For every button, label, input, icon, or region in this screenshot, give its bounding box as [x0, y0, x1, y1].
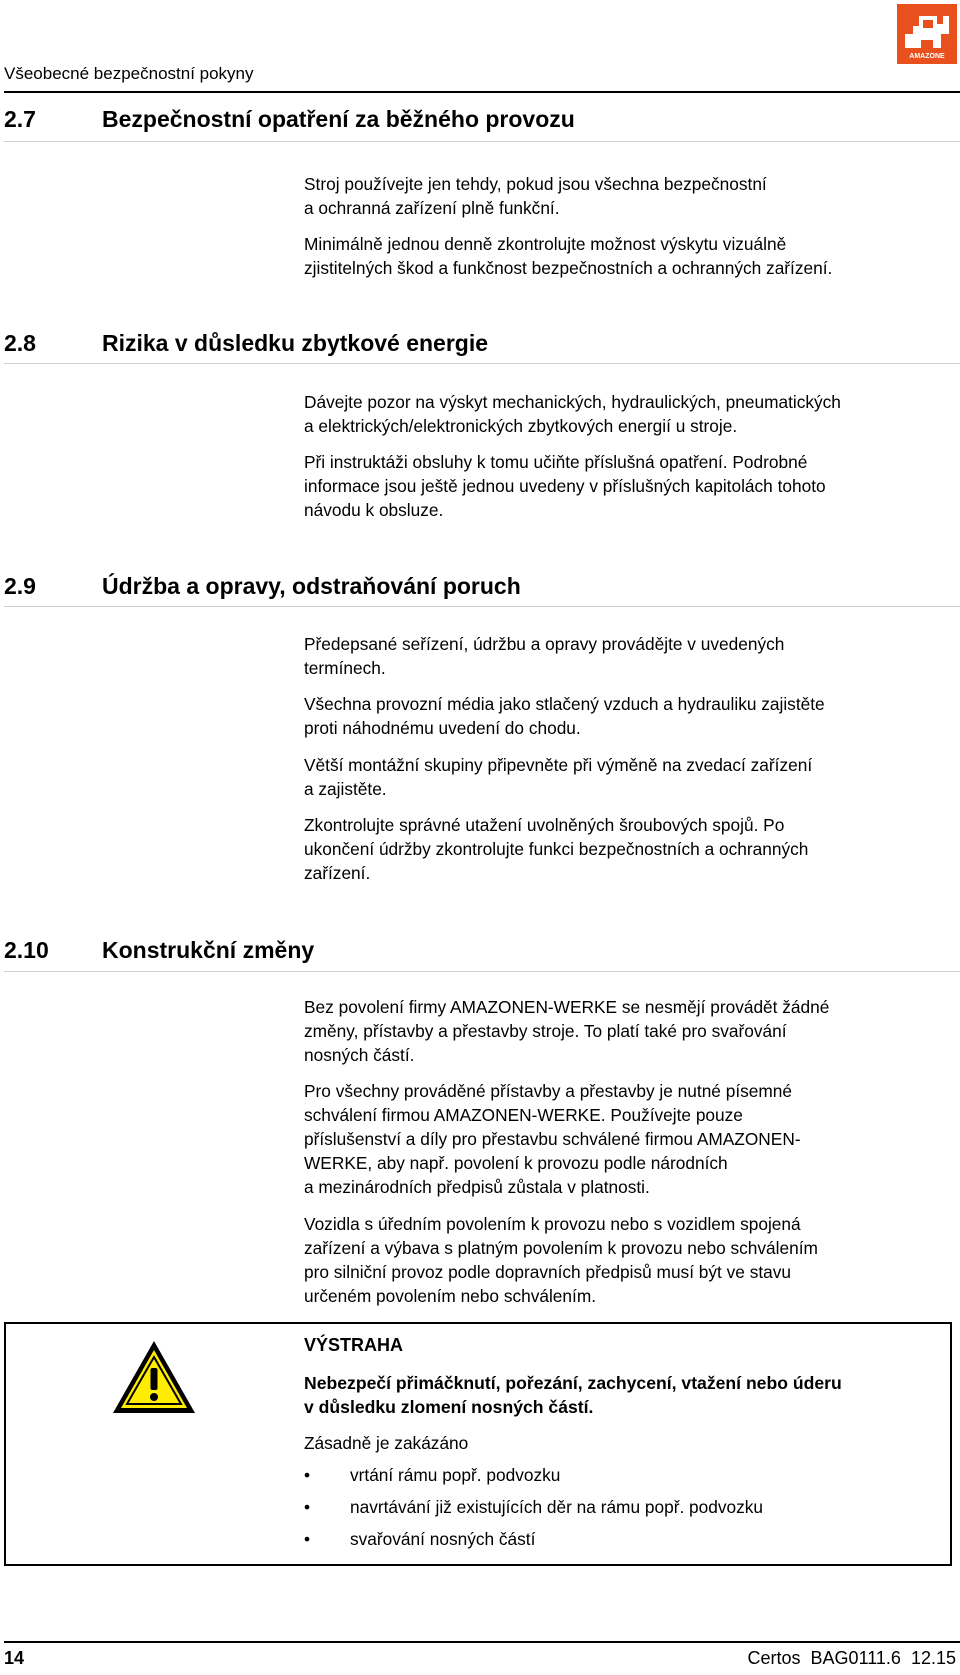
- section-number: 2.10: [4, 937, 49, 963]
- paragraph: Dávejte pozor na výskyt mechanických, hydraulických, pneumatických a elektrických/elektronických zbytkových energií u stroje.: [304, 392, 841, 436]
- page-header-title: Všeobecné bezpečnostní pokyny: [4, 64, 254, 83]
- paragraph: Předepsané seřízení, údržbu a opravy provádějte v uvedených termínech.: [304, 634, 785, 678]
- section-number: 2.7: [4, 106, 36, 132]
- section-number: 2.8: [4, 330, 36, 356]
- section-title: Údržba a opravy, odstraňování poruch: [102, 573, 521, 599]
- section-rule: [4, 363, 960, 364]
- section-rule: [4, 141, 960, 142]
- paragraph: Při instruktáži obsluhy k tomu učiňte příslušná opatření. Podrobné informace jsou ještě jednou uvedeny v příslušných kapitolách tohoto návodu k obsluze.: [304, 452, 826, 520]
- paragraph: Pro všechny prováděné přístavby a přestavby je nutné písemné schválení firmou AMAZONEN-WERKE. Používejte pouze příslušenství a díly pro přestavbu schválené firmou AMAZONEN- WERKE, aby např. povolení k provozu podle národních a mezinárodních předpisů zůstala v platnosti.: [304, 1081, 801, 1197]
- bullet: •: [304, 1465, 311, 1485]
- logo-text: AMAZONE: [909, 53, 945, 60]
- section-title: Rizika v důsledku zbytkové energie: [102, 330, 489, 356]
- warning-triangle-icon: [110, 1338, 198, 1416]
- page-number: 14: [4, 1648, 25, 1668]
- document-id: Certos BAG0111.6 12.15: [747, 1648, 956, 1668]
- section-number: 2.9: [4, 573, 36, 599]
- paragraph: Minimálně jednou denně zkontrolujte možnost výskytu vizuálně zjistitelných škod a funkčnost bezpečnostních a ochranných zařízení.: [304, 234, 833, 278]
- header-rule: [4, 91, 960, 93]
- warning-hazard-text: Nebezpečí přimáčknutí, pořezání, zachycení, vtažení nebo úderu v důsledku zlomení nosných částí.: [304, 1373, 842, 1417]
- warning-heading: VÝSTRAHA: [304, 1335, 404, 1355]
- section-title: Bezpečnostní opatření za běžného provozu: [102, 106, 575, 132]
- amazone-logo: [897, 4, 957, 64]
- paragraph: Všechna provozní média jako stlačený vzduch a hydrauliku zajistěte proti náhodnému uvedení do chodu.: [304, 694, 825, 738]
- bullet: •: [304, 1529, 311, 1549]
- section-title: Konstrukční změny: [102, 937, 315, 963]
- paragraph: Vozidla s úředním povolením k provozu nebo s vozidlem spojená zařízení a výbava s platným povolením k provozu nebo schválením pro silniční provoz podle dopravních předpisů musí být ve stavu určeném povolením nebo schválením.: [304, 1214, 818, 1306]
- section-rule: [4, 606, 960, 607]
- paragraph: Zkontrolujte správné utažení uvolněných šroubových spojů. Po ukončení údržby zkontrolujte funkci bezpečnostních a ochranných zařízení.: [304, 815, 809, 883]
- warning-prohibited-label: Zásadně je zakázáno: [304, 1433, 469, 1453]
- paragraph: Stroj používejte jen tehdy, pokud jsou všechna bezpečnostní a ochranná zařízení plně funkční.: [304, 174, 767, 218]
- footer-rule: [4, 1641, 960, 1643]
- paragraph: Bez povolení firmy AMAZONEN-WERKE se nesmějí provádět žádné změny, přístavby a přestavby stroje. To platí také pro svařování nosných částí.: [304, 997, 830, 1065]
- section-rule: [4, 971, 960, 972]
- paragraph: Větší montážní skupiny připevněte při výměně na zvedací zařízení a zajistěte.: [304, 755, 813, 799]
- bullet: •: [304, 1497, 311, 1517]
